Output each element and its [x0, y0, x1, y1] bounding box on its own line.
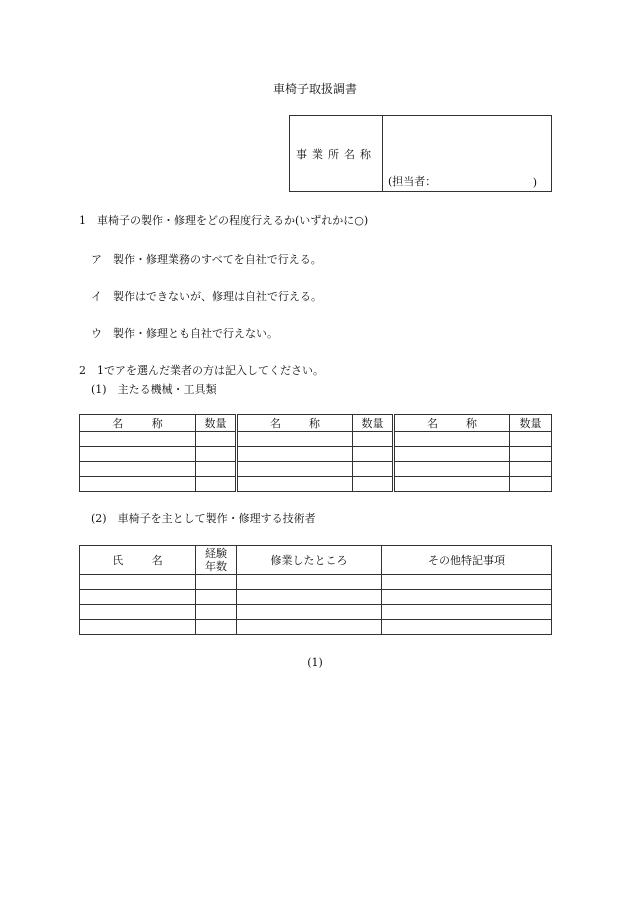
tanto-close: )	[532, 176, 537, 189]
q2-sub1: (1) 主たる機械・工具類	[91, 383, 217, 396]
table-row	[80, 605, 552, 620]
q1-option-i: イ 製作はできないが、修理は自社で行える。	[91, 290, 322, 303]
table-row	[80, 462, 552, 477]
col-header-name: 名 称	[394, 415, 510, 432]
col-header-person-name: 氏 名	[80, 546, 196, 575]
q1-option-a: ア 製作・修理業務のすべてを自社で行える。	[91, 253, 322, 266]
office-name-label: 事業所名称	[290, 116, 383, 192]
table-row	[80, 575, 552, 590]
q2-heading: 2 1でアを選んだ業者の方は記入してください。	[79, 364, 324, 377]
table-row	[80, 447, 552, 462]
q1-heading: 1 車椅子の製作・修理をどの程度行えるか(いずれかに○)	[79, 214, 369, 227]
col-header-training: 修業したところ	[237, 546, 382, 575]
col-header-qty: 数量	[510, 415, 552, 432]
col-header-notes: その他特記事項	[382, 546, 552, 575]
technicians-table-header	[80, 546, 552, 575]
office-name-box	[289, 115, 552, 192]
page-title: 車椅子取扱調書	[272, 82, 357, 96]
page-number: (1)	[307, 656, 323, 669]
table-row	[80, 620, 552, 635]
q1-option-u: ウ 製作・修理とも自社で行えない。	[91, 327, 278, 340]
col-header-qty: 数量	[196, 415, 237, 432]
table-row	[80, 432, 552, 447]
tools-table	[79, 414, 552, 492]
table-row	[80, 477, 552, 492]
col-header-qty: 数量	[353, 415, 394, 432]
q2-sub2: (2) 車椅子を主として製作・修理する技術者	[91, 512, 316, 525]
col-header-name: 名 称	[237, 415, 353, 432]
tools-table-header	[80, 415, 552, 432]
office-name-field[interactable]	[383, 116, 552, 192]
table-row	[80, 590, 552, 605]
col-header-name: 名 称	[80, 415, 196, 432]
col-header-years: 経験 年数	[196, 546, 237, 575]
tanto-label: (担当者：	[388, 175, 437, 188]
technicians-table	[79, 545, 552, 635]
